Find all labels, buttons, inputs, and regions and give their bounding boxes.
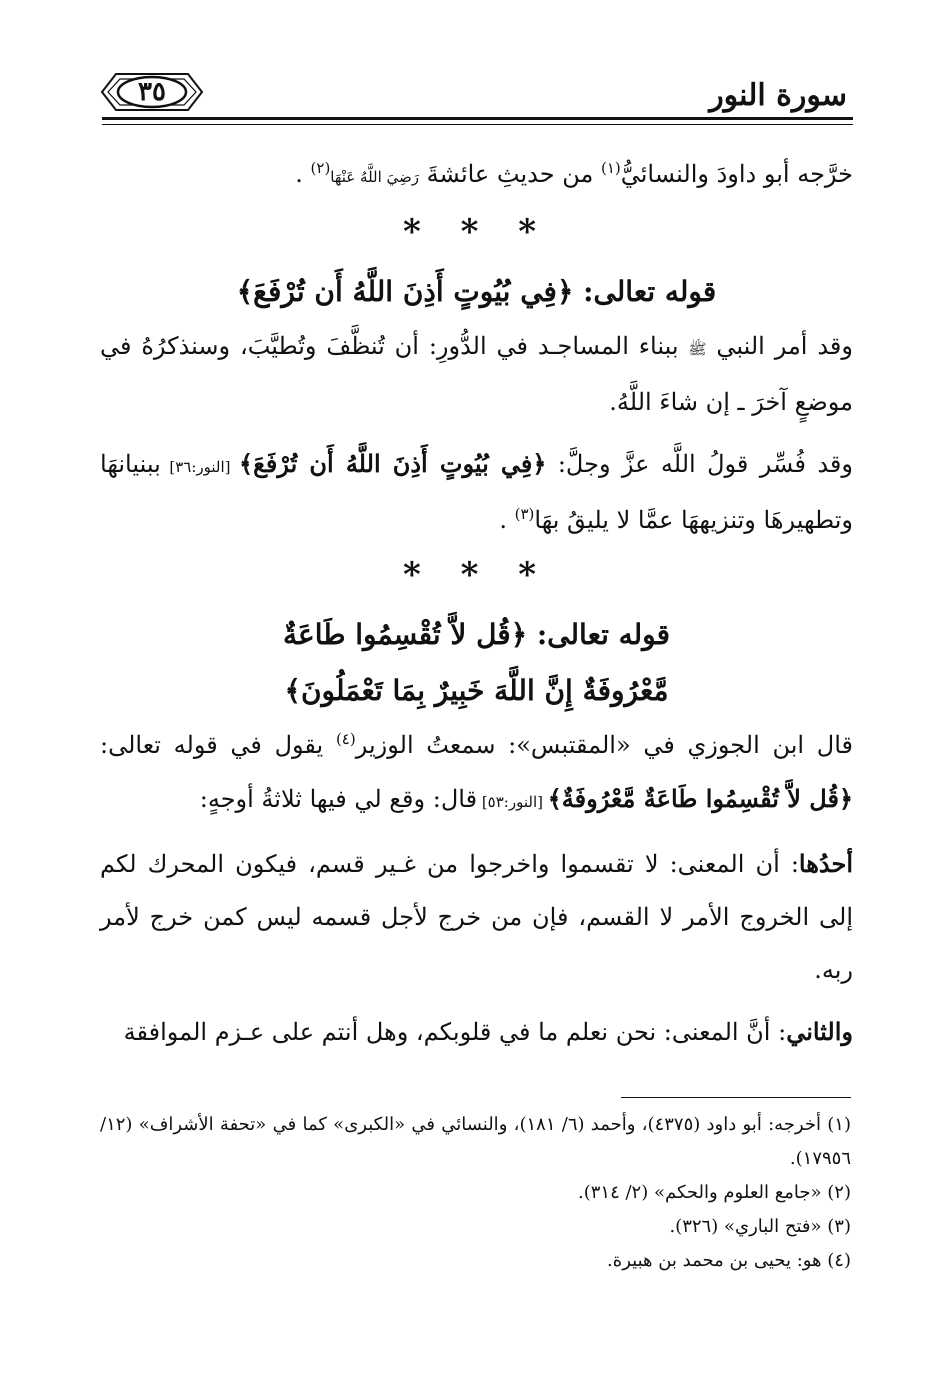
ornate-bracket-open: ﴿ [532,449,547,478]
footnote-3: (٣) «فتح الباري» (٣٢٦). [669,1216,851,1237]
surah-title: سورة النور [709,78,847,113]
section-heading-2 [100,607,853,719]
heading-2-lead: قوله تعالى: [527,618,671,651]
section-heading-1 [100,264,853,320]
p3-text-c: . [499,506,515,534]
ornate-bracket-close: ﴾ [547,784,562,813]
p1-text-b: من حديثِ عائشةَ [419,160,601,188]
ornate-bracket-open: ﴿ [510,618,528,651]
footnote-2: (٢) «جامع العلوم والحكم» (٢/ ٣١٤). [577,1182,851,1203]
paragraph-5 [100,837,853,997]
paragraph-1 [100,148,853,204]
header-rule-thin [102,124,853,125]
ornate-bracket-open: ﴿ [556,275,574,308]
p4-text-c: قال: وقع لي فيها ثلاثةُ أوجهٍ: [199,785,478,813]
page-number-badge [100,70,204,114]
header-rule-thick [102,117,853,120]
section-separator-1: * * * [402,212,550,252]
p3-text-b: ببنيانهَا وتطهيرهَا وتنزيههَا عمَّا لا يليقُ بهَا [100,450,853,534]
footnote-separator [621,1097,851,1098]
p1-text-c: . [295,160,311,188]
p3-verse-reference: [النور:٣٦] [160,458,240,476]
main-text [100,148,853,1059]
p2-text-b: ببناء المساجـد في الدُّورِ: أن تُنظَّفَ وتُطيَّبَ، وسنذكرُهُ في موضعٍ آخرَ ـ إن شاءَ اللَّهُ. [100,332,853,416]
p6-lead: والثاني [786,1017,853,1046]
ornate-bracket-open: ﴿ [838,784,853,813]
ornate-bracket-close: ﴾ [284,674,301,707]
heading-1-lead: قوله تعالى: [573,275,717,308]
footnotes [100,1108,851,1278]
paragraph-3 [100,437,853,547]
page-number: ٣٥ [138,77,166,107]
p4-verse: قُل لاَّ تُقْسِمُوا طَاعَةٌ مَّعْرُوفَةٌ [561,784,839,813]
footnote-ref-1: (١) [600,159,621,177]
paragraph-6 [100,1005,853,1059]
honorific-prophet: ﷺ [688,340,707,358]
ornate-bracket-close: ﴾ [236,275,254,308]
heading-1-verse: فِي بُيُوتٍ أَذِنَ اللَّهُ أَن تُرْفَعَ [253,275,557,308]
p5-text: : أن المعنى: لا تقسموا واخرجوا من غـير قسم، فيكون المحرك لكم إلى الخروج الأمر لا القسم، فإن من خرج لأجل قسمه ليس كمن خرج لأمر ربه. [100,850,853,984]
footnote-ref-4: (٤) [335,730,356,748]
p1-text-a: خرَّجه أبو داودَ والنسائيُّ [620,160,853,188]
p3-verse: فِي بُيُوتٍ أَذِنَ اللَّهُ أَن تُرْفَعَ [253,449,533,478]
p4-text-b: يقول في قوله تعالى: [100,731,336,759]
heading-2-verse-line-2: مَّعْرُوفَةٌ إِنَّ اللَّهَ خَبِيرٌ بِمَا تَعْمَلُونَ [300,674,669,707]
heading-2-verse-line-1: قُل لاَّ تُقْسِمُوا طَاعَةٌ [282,618,511,651]
p3-text-a: وقد فُسِّر قولُ اللَّه عزَّ وجلَّ: [546,450,853,478]
footnote-ref-3: (٣) [514,505,535,523]
section-separator-2: * * * [402,555,550,595]
paragraph-4 [100,719,853,829]
ornate-bracket-close: ﴾ [239,449,254,478]
footnote-4: (٤) هو: يحيى بن محمد بن هبيرة. [607,1250,851,1271]
honorific-aisha: رَضِيَ اللَّهُ عَنْهَا [330,168,420,186]
footnote-ref-2: (٢) [310,159,331,177]
p4-verse-reference: [النور:٥٣] [477,793,548,811]
p4-text-a: قال ابن الجوزي في «المقتبس»: سمعتُ الوزير [355,731,853,759]
paragraph-2 [100,320,853,429]
p6-text: : أنَّ المعنى: نحن نعلم ما في قلوبكم، وهل أنتم على عـزم الموافقة [123,1018,787,1046]
footnote-1: (١) أخرجه: أبو داود (٤٣٧٥)، وأحمد (٦/ ١٨١)، والنسائي في «الكبرى» كما في «تحفة الأشراف» (١٢/ ١٧٩٥٦). [100,1114,851,1169]
p5-lead: أحدُها [798,849,853,878]
p2-text-a: وقد أمر النبي [706,332,853,360]
